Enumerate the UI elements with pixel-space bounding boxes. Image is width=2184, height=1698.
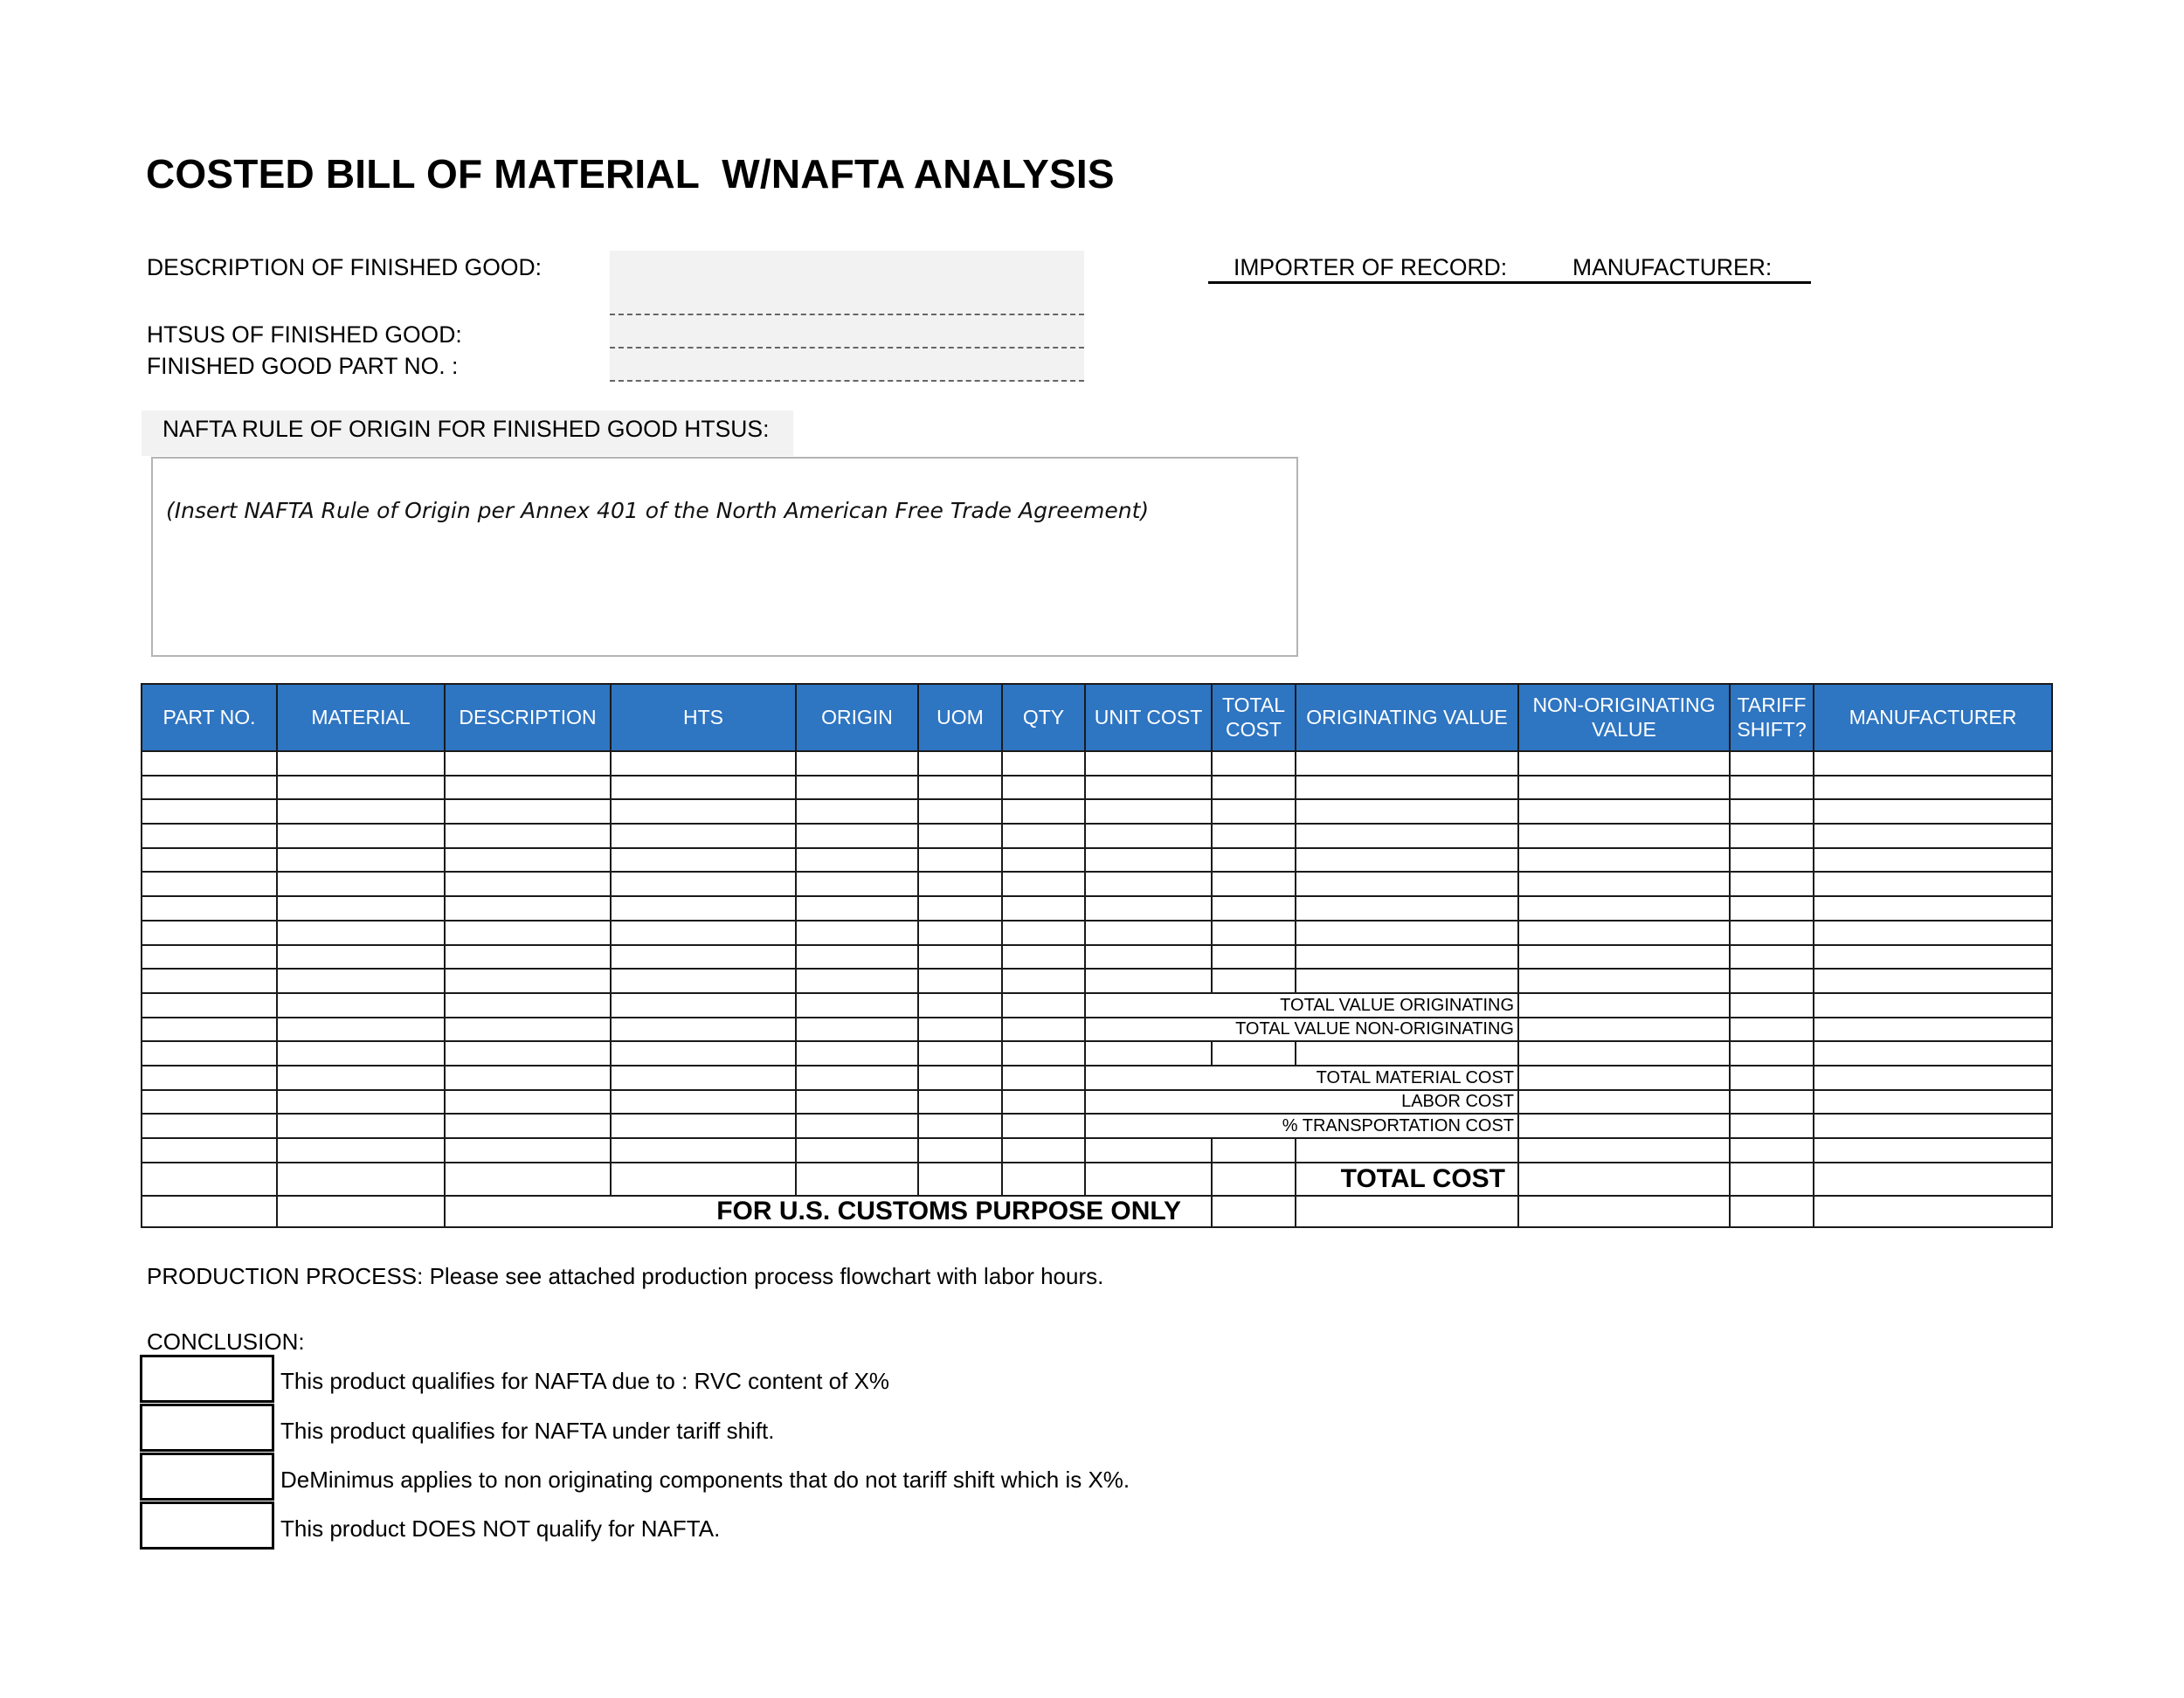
htsus-field-line bbox=[610, 347, 1084, 349]
table-cell[interactable] bbox=[1002, 776, 1085, 800]
table-cell[interactable] bbox=[1518, 945, 1730, 970]
table-cell[interactable] bbox=[611, 776, 796, 800]
table-cell[interactable] bbox=[277, 824, 445, 848]
table-row bbox=[142, 799, 2052, 824]
table-cell[interactable] bbox=[445, 751, 611, 776]
table-cell[interactable] bbox=[1730, 848, 1814, 873]
table-cell[interactable] bbox=[1518, 751, 1730, 776]
manufacturer-label: MANUFACTURER: bbox=[1572, 254, 1773, 280]
table-cell[interactable] bbox=[1212, 751, 1296, 776]
table-cell[interactable] bbox=[1730, 824, 1814, 848]
table-cell[interactable] bbox=[1212, 872, 1296, 896]
table-cell[interactable] bbox=[1730, 969, 1814, 993]
table-cell[interactable] bbox=[796, 896, 918, 921]
col-qty: QTY bbox=[1002, 684, 1085, 751]
table-row bbox=[142, 969, 2052, 993]
col-originating-value: ORIGINATING VALUE bbox=[1296, 684, 1518, 751]
table-cell[interactable] bbox=[1085, 969, 1212, 993]
table-cell[interactable] bbox=[445, 824, 611, 848]
table-cell[interactable] bbox=[445, 848, 611, 873]
table-cell[interactable] bbox=[1296, 751, 1518, 776]
table-cell[interactable] bbox=[1002, 848, 1085, 873]
table-cell[interactable] bbox=[1296, 921, 1518, 945]
customs-row bbox=[142, 1196, 2052, 1227]
table-cell[interactable] bbox=[1814, 799, 2052, 824]
table-cell[interactable] bbox=[1814, 751, 2052, 776]
table-row bbox=[142, 1138, 2052, 1163]
table-cell[interactable] bbox=[1814, 896, 2052, 921]
conclusion-checkbox-tariff-shift[interactable] bbox=[140, 1404, 274, 1452]
table-cell[interactable] bbox=[1002, 896, 1085, 921]
importer-label: IMPORTER OF RECORD: bbox=[1234, 254, 1508, 280]
table-cell[interactable] bbox=[611, 848, 796, 873]
table-cell[interactable] bbox=[1085, 751, 1212, 776]
table-cell[interactable] bbox=[1730, 751, 1814, 776]
table-cell[interactable] bbox=[1730, 921, 1814, 945]
production-process-note: PRODUCTION PROCESS: Please see attached production process flowchart with labor hours. bbox=[147, 1263, 1104, 1289]
total-value-originating-label: TOTAL VALUE ORIGINATING bbox=[1085, 993, 1518, 1018]
table-cell[interactable] bbox=[277, 945, 445, 970]
table-row bbox=[142, 1041, 2052, 1066]
table-cell[interactable] bbox=[918, 751, 1002, 776]
table-cell[interactable] bbox=[1212, 921, 1296, 945]
table-cell[interactable] bbox=[445, 969, 611, 993]
table-cell[interactable] bbox=[142, 751, 277, 776]
table-cell[interactable] bbox=[918, 945, 1002, 970]
col-hts: HTS bbox=[611, 684, 796, 751]
table-cell[interactable] bbox=[918, 896, 1002, 921]
table-cell[interactable] bbox=[796, 751, 918, 776]
col-description: DESCRIPTION bbox=[445, 684, 611, 751]
table-cell[interactable] bbox=[1814, 921, 2052, 945]
rule-of-origin-placeholder: (Insert NAFTA Rule of Origin per Annex 401 of the North American Free Trade Agreement) bbox=[166, 498, 1150, 523]
table-cell[interactable] bbox=[142, 848, 277, 873]
rule-of-origin-label: NAFTA RULE OF ORIGIN FOR FINISHED GOOD HTSUS: bbox=[162, 416, 770, 442]
document-title: COSTED BILL OF MATERIAL W/NAFTA ANALYSIS bbox=[146, 151, 1115, 197]
customs-purpose-note: FOR U.S. CUSTOMS PURPOSE ONLY bbox=[445, 1196, 1212, 1227]
col-total-cost: TOTAL COST bbox=[1212, 684, 1296, 751]
conclusion-option-tariff-shift: This product qualifies for NAFTA under tariff shift. bbox=[280, 1418, 775, 1444]
table-cell[interactable] bbox=[1085, 824, 1212, 848]
col-unit-cost: UNIT COST bbox=[1085, 684, 1212, 751]
table-cell[interactable] bbox=[1730, 776, 1814, 800]
table-cell[interactable] bbox=[1518, 776, 1730, 800]
table-cell[interactable] bbox=[1212, 799, 1296, 824]
table-cell[interactable] bbox=[445, 921, 611, 945]
table-cell[interactable] bbox=[1730, 799, 1814, 824]
table-cell[interactable] bbox=[1814, 945, 2052, 970]
table-row bbox=[142, 824, 2052, 848]
table-cell[interactable] bbox=[142, 969, 277, 993]
table-cell[interactable] bbox=[1518, 969, 1730, 993]
table-cell[interactable] bbox=[1296, 872, 1518, 896]
table-cell[interactable] bbox=[1518, 872, 1730, 896]
table-cell[interactable] bbox=[611, 945, 796, 970]
table-cell[interactable] bbox=[1002, 751, 1085, 776]
table-cell[interactable] bbox=[1814, 848, 2052, 873]
table-cell[interactable] bbox=[142, 896, 277, 921]
col-non-originating-value: NON-ORIGINATING VALUE bbox=[1518, 684, 1730, 751]
table-cell[interactable] bbox=[796, 776, 918, 800]
table-cell[interactable] bbox=[1730, 872, 1814, 896]
rule-of-origin-box[interactable] bbox=[151, 457, 1298, 657]
htsus-label: HTSUS OF FINISHED GOOD: bbox=[147, 321, 462, 348]
table-cell[interactable] bbox=[1296, 848, 1518, 873]
table-cell[interactable] bbox=[277, 751, 445, 776]
summary-row-total-cost bbox=[142, 1163, 2052, 1196]
table-cell[interactable] bbox=[1518, 799, 1730, 824]
table-cell[interactable] bbox=[1518, 824, 1730, 848]
table-cell[interactable] bbox=[611, 824, 796, 848]
table-cell[interactable] bbox=[142, 872, 277, 896]
conclusion-checkbox-rvc[interactable] bbox=[140, 1355, 274, 1403]
table-cell[interactable] bbox=[1296, 945, 1518, 970]
table-cell[interactable] bbox=[277, 799, 445, 824]
table-cell[interactable] bbox=[796, 945, 918, 970]
table-cell[interactable] bbox=[611, 921, 796, 945]
table-cell[interactable] bbox=[277, 896, 445, 921]
col-tariff-shift: TARIFF SHIFT? bbox=[1730, 684, 1814, 751]
table-cell[interactable] bbox=[1085, 799, 1212, 824]
table-cell[interactable] bbox=[1296, 824, 1518, 848]
table-cell[interactable] bbox=[1002, 872, 1085, 896]
table-cell[interactable] bbox=[918, 969, 1002, 993]
table-cell[interactable] bbox=[1002, 799, 1085, 824]
table-cell[interactable] bbox=[1212, 969, 1296, 993]
conclusion-checkbox-not-qualify[interactable] bbox=[140, 1501, 274, 1550]
table-cell[interactable] bbox=[1518, 848, 1730, 873]
table-row bbox=[142, 945, 2052, 970]
table-cell[interactable] bbox=[796, 848, 918, 873]
table-row bbox=[142, 896, 2052, 921]
table-row bbox=[142, 848, 2052, 873]
table-header-row bbox=[142, 684, 2052, 751]
table-cell[interactable] bbox=[918, 848, 1002, 873]
table-cell[interactable] bbox=[445, 896, 611, 921]
table-cell[interactable] bbox=[1296, 776, 1518, 800]
table-cell[interactable] bbox=[142, 776, 277, 800]
table-cell[interactable] bbox=[611, 896, 796, 921]
description-label: DESCRIPTION OF FINISHED GOOD: bbox=[147, 254, 543, 280]
table-cell[interactable] bbox=[277, 872, 445, 896]
table-cell[interactable] bbox=[445, 776, 611, 800]
table-cell[interactable] bbox=[142, 921, 277, 945]
table-cell[interactable] bbox=[1814, 776, 2052, 800]
table-cell[interactable] bbox=[796, 921, 918, 945]
table-cell[interactable] bbox=[918, 776, 1002, 800]
table-cell[interactable] bbox=[611, 872, 796, 896]
table-cell[interactable] bbox=[1002, 969, 1085, 993]
table-cell[interactable] bbox=[796, 799, 918, 824]
table-cell[interactable] bbox=[1085, 945, 1212, 970]
table-row bbox=[142, 776, 2052, 800]
conclusion-option-rvc: This product qualifies for NAFTA due to : RVC content of X% bbox=[280, 1368, 890, 1394]
table-cell[interactable] bbox=[277, 848, 445, 873]
table-row bbox=[142, 872, 2052, 896]
conclusion-option-deminimus: DeMinimus applies to non originating components that do not tariff shift which is X%. bbox=[280, 1467, 1130, 1493]
table-cell[interactable] bbox=[1085, 921, 1212, 945]
table-cell[interactable] bbox=[1296, 969, 1518, 993]
table-cell[interactable] bbox=[277, 969, 445, 993]
col-manufacturer: MANUFACTURER bbox=[1814, 684, 2052, 751]
table-cell[interactable] bbox=[277, 921, 445, 945]
conclusion-checkbox-deminimus[interactable] bbox=[140, 1453, 274, 1501]
col-origin: ORIGIN bbox=[796, 684, 918, 751]
table-cell[interactable] bbox=[277, 776, 445, 800]
table-cell[interactable] bbox=[1085, 872, 1212, 896]
bom-table bbox=[141, 683, 2053, 1228]
table-cell[interactable] bbox=[1212, 848, 1296, 873]
total-value-non-originating-label: TOTAL VALUE NON-ORIGINATING bbox=[1085, 1018, 1518, 1042]
part-no-field-line bbox=[610, 380, 1084, 382]
labor-cost-label: LABOR COST bbox=[1085, 1090, 1518, 1115]
table-cell[interactable] bbox=[1212, 896, 1296, 921]
col-material: MATERIAL bbox=[277, 684, 445, 751]
total-material-cost-label: TOTAL MATERIAL COST bbox=[1085, 1066, 1518, 1090]
table-cell[interactable] bbox=[796, 969, 918, 993]
table-cell[interactable] bbox=[445, 945, 611, 970]
table-cell[interactable] bbox=[1085, 776, 1212, 800]
table-cell[interactable] bbox=[1002, 921, 1085, 945]
part-no-label: FINISHED GOOD PART NO. : bbox=[147, 353, 459, 379]
table-cell[interactable] bbox=[918, 921, 1002, 945]
description-field-line bbox=[610, 314, 1084, 315]
transportation-cost-label: % TRANSPORTATION COST bbox=[1085, 1114, 1518, 1138]
table-cell[interactable] bbox=[796, 824, 918, 848]
finished-good-fields[interactable] bbox=[610, 251, 1084, 382]
conclusion-option-not-qualify: This product DOES NOT qualify for NAFTA. bbox=[280, 1515, 721, 1542]
table-cell[interactable] bbox=[445, 799, 611, 824]
table-row bbox=[142, 921, 2052, 945]
table-cell[interactable] bbox=[1814, 824, 2052, 848]
table-cell[interactable] bbox=[1814, 872, 2052, 896]
table-cell[interactable] bbox=[1518, 896, 1730, 921]
summary-row-transportation-cost bbox=[142, 1114, 2052, 1138]
table-cell[interactable] bbox=[1212, 776, 1296, 800]
table-cell[interactable] bbox=[142, 824, 277, 848]
table-cell[interactable] bbox=[611, 799, 796, 824]
table-cell[interactable] bbox=[611, 751, 796, 776]
table-cell[interactable] bbox=[1085, 848, 1212, 873]
col-part-no: PART NO. bbox=[142, 684, 277, 751]
total-cost-label: TOTAL COST bbox=[1296, 1163, 1518, 1196]
table-cell[interactable] bbox=[918, 872, 1002, 896]
table-cell[interactable] bbox=[1002, 945, 1085, 970]
table-cell[interactable] bbox=[1296, 799, 1518, 824]
table-cell[interactable] bbox=[142, 799, 277, 824]
summary-row-non-originating bbox=[142, 1018, 2052, 1042]
table-cell[interactable] bbox=[796, 872, 918, 896]
table-cell[interactable] bbox=[918, 824, 1002, 848]
table-cell[interactable] bbox=[1730, 945, 1814, 970]
table-cell[interactable] bbox=[445, 872, 611, 896]
table-cell[interactable] bbox=[611, 969, 796, 993]
table-cell[interactable] bbox=[1085, 896, 1212, 921]
table-cell[interactable] bbox=[1814, 969, 2052, 993]
table-cell[interactable] bbox=[142, 945, 277, 970]
importer-underline bbox=[1208, 281, 1811, 284]
summary-row-material-cost bbox=[142, 1066, 2052, 1090]
table-cell[interactable] bbox=[1296, 896, 1518, 921]
table-cell[interactable] bbox=[1518, 921, 1730, 945]
table-cell[interactable] bbox=[1002, 824, 1085, 848]
summary-row-labor-cost bbox=[142, 1090, 2052, 1115]
table-cell[interactable] bbox=[918, 799, 1002, 824]
col-uom: UOM bbox=[918, 684, 1002, 751]
table-cell[interactable] bbox=[1212, 824, 1296, 848]
table-cell[interactable] bbox=[1212, 945, 1296, 970]
table-row bbox=[142, 751, 2052, 776]
summary-row-originating bbox=[142, 993, 2052, 1018]
conclusion-label: CONCLUSION: bbox=[147, 1329, 305, 1355]
table-cell[interactable] bbox=[1730, 896, 1814, 921]
